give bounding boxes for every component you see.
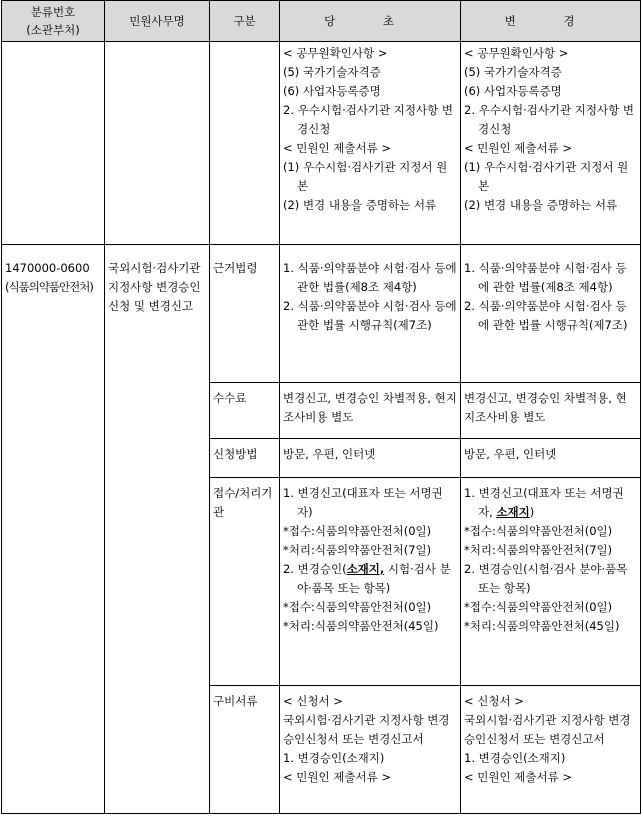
change-comparison-table: [1, 0, 641, 814]
fee-label: 수수료: [210, 383, 280, 439]
header-category: 구분: [210, 1, 280, 42]
method-row: 신청방법 방문, 우편, 인터넷 방문, 우편, 인터넷: [2, 439, 641, 478]
header-before: 당 초: [280, 1, 461, 42]
fee-row: 수수료 변경신고, 변경승인 차별적용, 현지조사비용 별도 변경신고, 변경승인 차별적용, 현지조사비용 별도: [2, 383, 641, 439]
continued-row: [2, 42, 641, 245]
service-name-cell: 국외시험·검사기관 지정사항 변경승인신청 및 변경신고: [105, 245, 210, 814]
method-label: 신청방법: [210, 439, 280, 478]
agency-label: 접수/처리기관: [210, 478, 280, 686]
before-cell: < 공무원확인사항 > (5) 국가기술자격증 (6) 사업자등록증명 2. 우수시험·검사기관 지정사항 변경신청 < 민원인 제출서류 > (1) 우수시험·검사기관 지정서 원본 (2) 변경 내용을 증명하는 서류: [280, 42, 461, 245]
header-classification: 분류번호 (소관부처): [2, 1, 105, 42]
basis-row: 1470000-0600 (식품의약품안전처) 국외시험·검사기관 지정사항 변경승인신청 및 변경신고 근거법령 1. 식품·의약품분야 시험·검사 등에 관한 법률(제8조 제4항) 2. 식품·의약품분야 시험·검사 등에 관한 법률 시행규칙(제7조) 1. 식품·의약품분야 시험·검사 등에 관한 법률(제8조 제4항) 2. 식품·의약품분야 시험·검사 등에 관한 법률 시행규칙(제7조): [2, 245, 641, 383]
header-service-name: 민원사무명: [105, 1, 210, 42]
docs-label: 구비서류: [210, 686, 280, 814]
docs-row: 구비서류 < 신청서 > 국외시험·검사기관 지정사항 변경승인신청서 또는 변경신고서 1. 변경승인(소재지) < 민원인 제출서류 > < 신청서 > 국외시험·검사기관 지정사항 변경승인신청서 또는 변경신고서 1. 변경승인(소재지) < 민원인 제출서류 >: [2, 686, 641, 814]
header-row: [2, 1, 641, 42]
after-cell: < 공무원확인사항 > (5) 국가기술자격증 (6) 사업자등록증명 2. 우수시험·검사기관 지정사항 변경신청 < 민원인 제출서류 > (1) 우수시험·검사기관 지정서 원본 (2) 변경 내용을 증명하는 서류: [461, 42, 641, 245]
basis-label: 근거법령: [210, 245, 280, 383]
classification-cell: 1470000-0600 (식품의약품안전처): [2, 245, 105, 814]
agency-row: 접수/처리기관 1. 변경신고(대표자 또는 서명권자) *접수:식품의약품안전처(0일) *처리:식품의약품안전처(7일) 2. 변경승인(소재지, 시험·검사 분야·품목 또는 항목) *접수:식품의약품안전처(0일) *처리:식품의약품안전처(45일) 1. 변경신고(대표자 또는 서명권자, 소재지) *접수:식품의약품안전처(0일) *처리:식품의약품안전처(7일) 2. 변경승인(시험·검사 분야·품목 또는 항목) *접수:식품의약품안전처(0일) *처리:식품의약품안전처(45일): [2, 478, 641, 686]
header-after: 변 경: [461, 1, 641, 42]
